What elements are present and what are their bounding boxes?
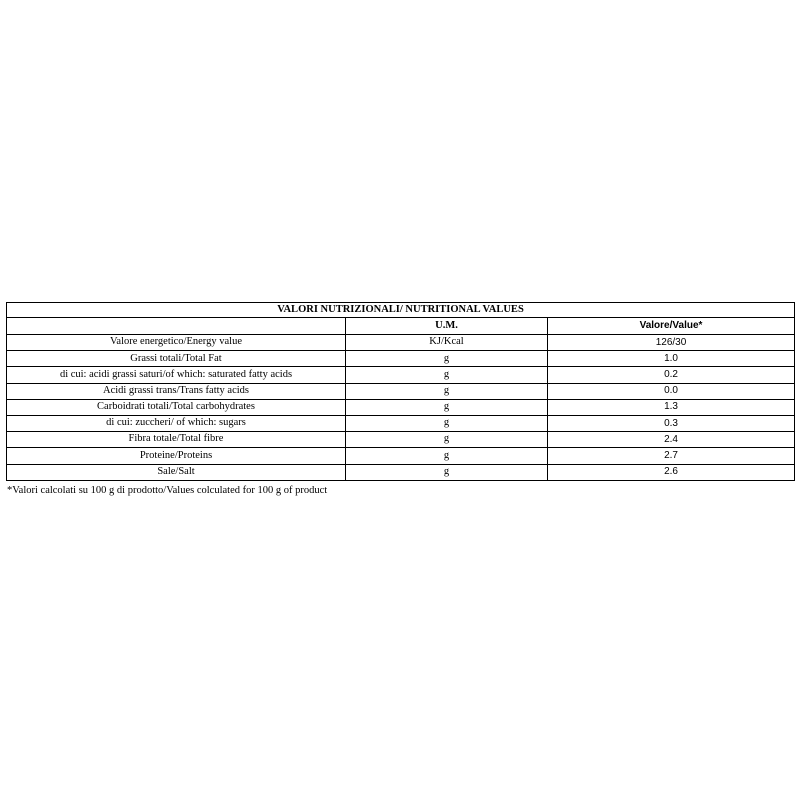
nutrient-unit: g [346, 448, 548, 464]
nutrition-table [6, 302, 795, 481]
nutrient-name: Proteine/Proteins [7, 448, 346, 464]
header-unit: U.M. [346, 318, 548, 335]
nutrient-name: Sale/Salt [7, 464, 346, 480]
nutrient-value: 0.0 [548, 383, 795, 399]
nutrient-value: 0.3 [548, 415, 795, 431]
nutrient-name: Grassi totali/Total Fat [7, 351, 346, 367]
table-title: VALORI NUTRIZIONALI/ NUTRITIONAL VALUES [7, 303, 795, 318]
table-header-row [7, 318, 795, 335]
nutrient-name: di cui: zuccheri/ of which: sugars [7, 415, 346, 431]
nutrient-unit: KJ/Kcal [346, 335, 548, 351]
footnote: *Valori calcolati su 100 g di prodotto/Values colculated for 100 g of product [7, 485, 328, 496]
nutrient-unit: g [346, 383, 548, 399]
nutrient-value: 2.7 [548, 448, 795, 464]
table-row [7, 383, 795, 399]
table-row [7, 367, 795, 383]
table-row [7, 415, 795, 431]
header-name [7, 318, 346, 335]
nutrient-name: Fibra totale/Total fibre [7, 432, 346, 448]
table-row [7, 448, 795, 464]
nutrient-value: 126/30 [548, 335, 795, 351]
nutrient-unit: g [346, 399, 548, 415]
nutrient-value: 2.4 [548, 432, 795, 448]
header-value: Valore/Value* [548, 318, 795, 335]
nutrient-unit: g [346, 432, 548, 448]
nutrient-unit: g [346, 351, 548, 367]
table-row [7, 464, 795, 480]
table-row [7, 351, 795, 367]
table-row [7, 399, 795, 415]
nutrient-value: 1.0 [548, 351, 795, 367]
nutrient-name: Carboidrati totali/Total carbohydrates [7, 399, 346, 415]
nutrient-unit: g [346, 415, 548, 431]
nutrient-value: 0.2 [548, 367, 795, 383]
nutrient-unit: g [346, 464, 548, 480]
nutrient-unit: g [346, 367, 548, 383]
nutrient-value: 2.6 [548, 464, 795, 480]
nutrient-name: di cui: acidi grassi saturi/of which: saturated fatty acids [7, 367, 346, 383]
table-row [7, 432, 795, 448]
nutrient-value: 1.3 [548, 399, 795, 415]
nutrient-name: Acidi grassi trans/Trans fatty acids [7, 383, 346, 399]
table-row [7, 335, 795, 351]
table-title-row [7, 303, 795, 318]
nutrient-name: Valore energetico/Energy value [7, 335, 346, 351]
